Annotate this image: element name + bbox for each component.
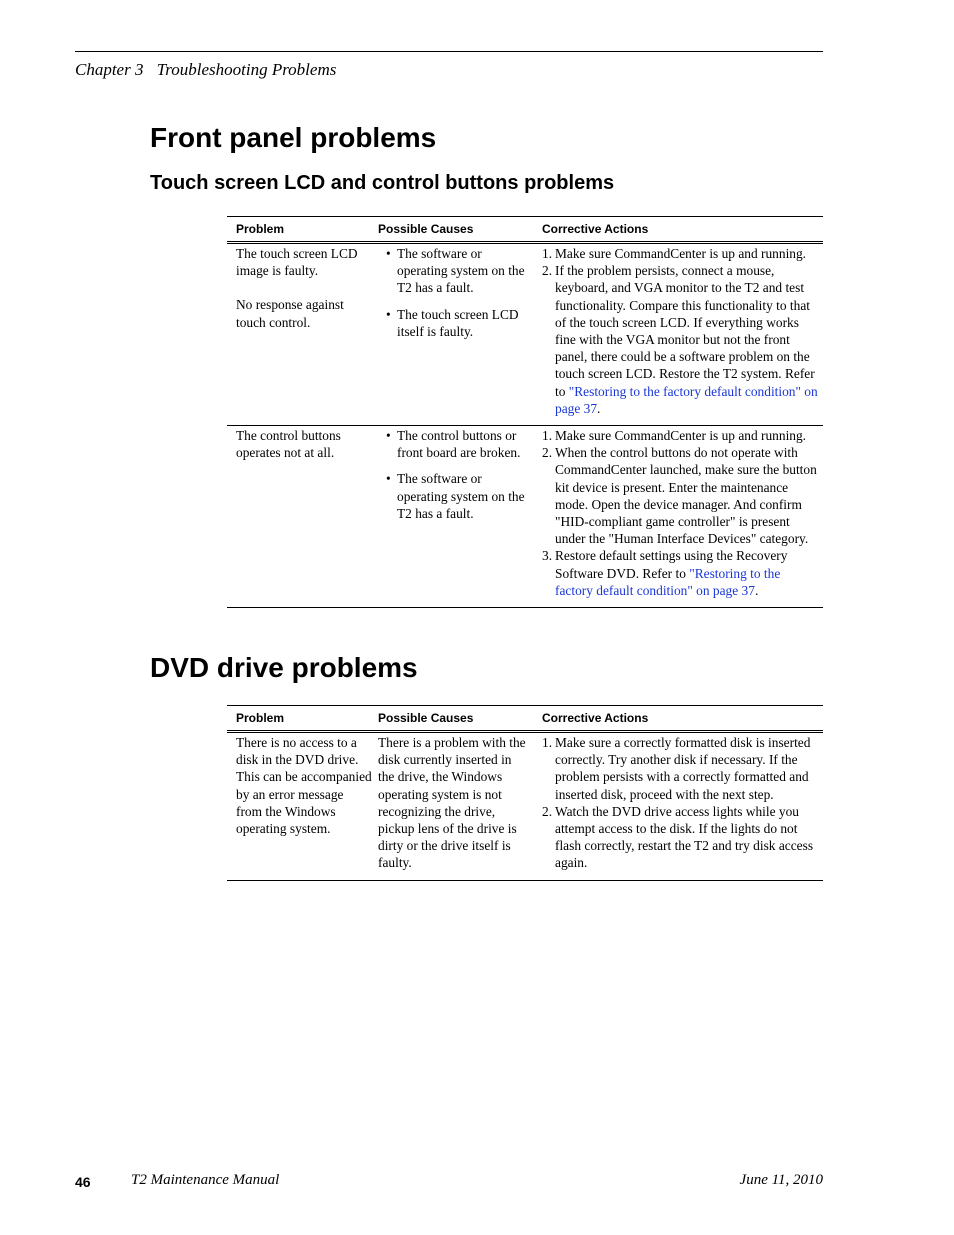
factory-default-link[interactable]: "Restoring to the factory default condition" on page 37 [555, 383, 818, 416]
column-header-problem: Problem [227, 217, 376, 243]
section-title-dvd-drive: DVD drive problems [150, 652, 418, 683]
running-header [75, 60, 336, 80]
cause-item: • The control buttons or front board are broken. [385, 427, 528, 461]
causes-cell [376, 243, 532, 426]
causes-cell [376, 426, 532, 608]
column-header-causes: Possible Causes [376, 217, 532, 243]
table-row [227, 732, 823, 881]
actions-cell [532, 243, 823, 426]
action-item: 2. If the problem persists, connect a mouse, keyboard, and VGA monitor to the T2 and test functionality. Compare this functionality to that of the touch screen LCD. If everything works fine with the VGA monitor but not the front panel, there could be a software problem on the touch screen LCD. Restore the T2 system. Refer to "Restoring to the factory default condition" on page 37. [542, 263, 818, 416]
front-panel-table [227, 216, 823, 608]
column-header-actions: Corrective Actions [532, 217, 823, 243]
subsection-title-touch-screen: Touch screen LCD and control buttons problems [150, 172, 615, 194]
chapter-title: Troubleshooting Problems [156, 60, 337, 79]
dvd-drive-table [227, 705, 823, 881]
table-row [227, 243, 823, 426]
chapter-number: Chapter 3 [75, 60, 144, 79]
cause-item: • The touch screen LCD itself is faulty. [385, 306, 528, 340]
column-header-actions: Corrective Actions [532, 706, 823, 732]
cause-item: • The software or operating system on the T2 has a fault. [385, 245, 528, 297]
action-item: 1. Make sure CommandCenter is up and running. [542, 246, 807, 261]
cause-item: • The software or operating system on the T2 has a fault. [385, 470, 528, 522]
table-header-row [227, 706, 823, 732]
page-number: 46 [75, 1174, 91, 1190]
problem-text: No response against touch control. [236, 297, 344, 330]
header-rule [75, 51, 823, 52]
section-title-front-panel: Front panel problems [150, 122, 437, 153]
manual-title: T2 Maintenance Manual [131, 1172, 280, 1188]
cause-text: There is a problem with the disk currently inserted in the drive, the Windows operating system is not recognizing the drive, pickup lens of the drive is dirty or the drive itself is faulty. [378, 735, 526, 871]
table-row [227, 426, 823, 608]
problem-cell [227, 243, 376, 426]
actions-cell [532, 426, 823, 608]
action-item: 2. When the control buttons do not operate with CommandCenter launched, make sure the button kit device is present. Enter the maintenance mode. Open the device manager. And confirm "HID-compliant game controller" is present under the "Human Interface Devices" category. [542, 445, 817, 547]
problem-cell [227, 426, 376, 608]
problem-text: The control buttons operates not at all. [236, 428, 341, 461]
table-header-row [227, 217, 823, 243]
problem-text: The touch screen LCD image is faulty. [236, 246, 358, 279]
problem-text: There is no access to a disk in the DVD drive. This can be accompanied by an error message from the Windows operating system. [236, 735, 372, 837]
action-item: 1. Make sure CommandCenter is up and running. [542, 428, 807, 444]
action-item: 3. Restore default settings using the Recovery Software DVD. Refer to "Restoring to the factory default condition" on page 37. [542, 548, 788, 598]
action-item: 1. Make sure a correctly formatted disk is inserted correctly. Try another disk if necessary. If the problem persists with a correctly formatted and inserted disk, proceed with the next step. [542, 735, 811, 802]
causes-cell [376, 732, 532, 881]
action-item: 2. Watch the DVD drive access lights while you attempt access to the disk. If the lights do not flash correctly, restart the T2 and try disk access again. [542, 803, 814, 871]
column-header-causes: Possible Causes [376, 706, 532, 732]
problem-cell [227, 732, 376, 881]
column-header-problem: Problem [227, 706, 376, 732]
publication-date: June 11, 2010 [739, 1172, 823, 1188]
actions-cell [532, 732, 823, 881]
factory-default-link[interactable]: "Restoring to the factory default condition" on page 37 [555, 565, 781, 598]
